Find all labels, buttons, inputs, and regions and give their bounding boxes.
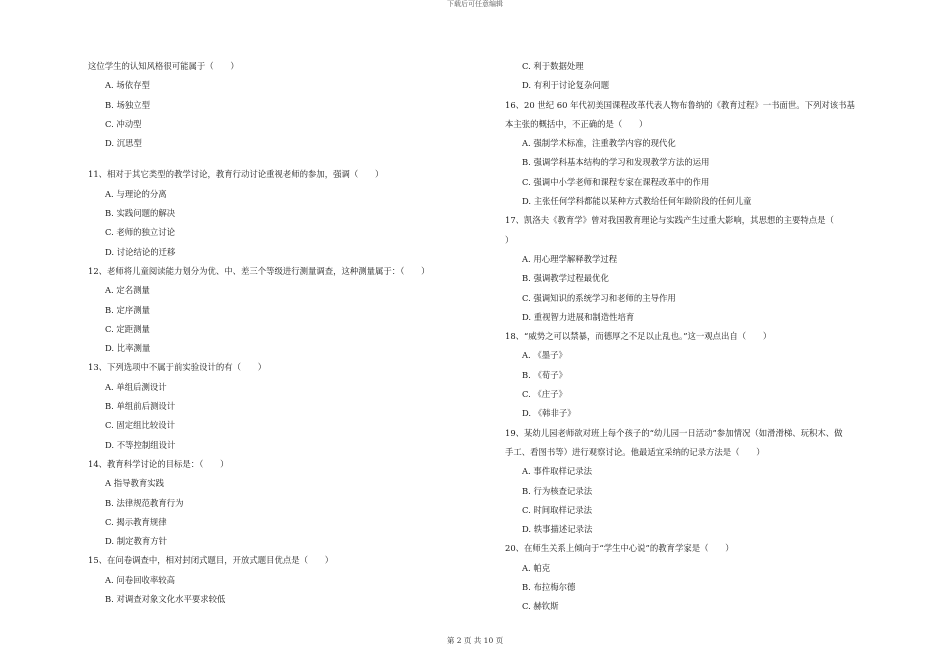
right-column xyxy=(505,57,905,617)
answer-option: D. 制定教育方针 xyxy=(105,536,167,547)
answer-option: A. 与理论的分离 xyxy=(105,188,167,199)
answer-option: A. 用心理学解释教学过程 xyxy=(522,253,618,264)
answer-option: C. 定距测量 xyxy=(105,323,150,334)
answer-option: C. 老师的独立讨论 xyxy=(105,227,176,238)
answer-option: A. 强制学术标准，注重教学内容的现代化 xyxy=(522,138,676,149)
question-text: 11、相对于其它类型的教学讨论，教育行动讨论重视老师的参加，强调（ ） xyxy=(88,169,384,180)
answer-option: A. 场依存型 xyxy=(105,80,150,91)
answer-option: A. 事件取样记录法 xyxy=(522,466,592,477)
answer-option: B. 布拉梅尔德 xyxy=(522,582,576,593)
answer-option: B. 场独立型 xyxy=(105,99,150,110)
question-text: 本主张的概括中，不正确的是（ ） xyxy=(505,118,648,129)
answer-option: B. 定序测量 xyxy=(105,304,150,315)
answer-option: C. 利于数据处理 xyxy=(522,61,584,71)
question-text: 20、在师生关系上倾向于“学生中心说”的教育学家是（ ） xyxy=(505,543,734,554)
question-text: 手工、看图书等）进行观察讨论。他最适宜采纳的记录方法是（ ） xyxy=(505,446,765,457)
question-text: 这位学生的认知风格很可能属于（ ） xyxy=(88,61,239,71)
answer-option: C. 冲动型 xyxy=(105,118,142,129)
answer-option: D. 讨论结论的迁移 xyxy=(105,246,176,257)
answer-option: B. 对调查对象文化水平要求较低 xyxy=(105,594,226,605)
question-text: 13、下列选项中不属于前实验设计的有（ ） xyxy=(88,362,267,373)
answer-option: A. 《墨子》 xyxy=(522,350,567,361)
answer-option: D. 有利于讨论复杂问题 xyxy=(522,80,610,91)
question-text: ） xyxy=(505,234,514,245)
question-text: 12、老师将儿童阅读能力划分为优、中、差三个等级进行测量调查，这种测量属于：（ ） xyxy=(88,265,430,276)
answer-option: D. 重视智力进展和制造性培育 xyxy=(522,311,635,322)
answer-option: D. 轶事描述记录法 xyxy=(522,524,593,535)
left-column xyxy=(88,57,488,609)
page-header: 下载后可任意编辑 xyxy=(447,0,503,8)
answer-option: C. 《庄子》 xyxy=(522,389,567,400)
answer-option: A. 帕克 xyxy=(522,562,551,573)
answer-option: B. 法律规范教育行为 xyxy=(105,497,184,508)
question-text: 19、某幼儿园老师欲对班上每个孩子的“幼儿园一日活动”参加情况（如滑滑梯、玩积木、做 xyxy=(505,427,843,438)
spacer xyxy=(88,153,488,165)
question-text: 15、在问卷调查中，相对封闭式题目，开放式题目优点是（ ） xyxy=(88,555,334,566)
answer-option: B. 强调教学过程最优化 xyxy=(522,273,609,284)
answer-option: B. 《荀子》 xyxy=(522,369,567,380)
answer-option: D. 不等控制组设计 xyxy=(105,439,176,450)
answer-option: D. 主张任何学科都能以某种方式教给任何年龄阶段的任何儿童 xyxy=(522,196,752,207)
answer-option: C. 时间取样记录法 xyxy=(522,504,593,515)
answer-option: D. 比率测量 xyxy=(105,343,151,354)
question-text: 16、20 世纪 60 年代初美国课程改革代表人物布鲁纳的《教育过程》一书面世。下列对该书基 xyxy=(505,99,855,110)
question-text: 17、凯洛夫《教育学》曾对我国教育理论与实践产生过重大影响，其思想的主要特点是（ xyxy=(505,215,834,226)
question-text: 18、“威势之可以禁暴，而德厚之不足以止乱也。”这一观点出自（ ） xyxy=(505,331,772,342)
answer-option: C. 强调知识的系统学习和老师的主导作用 xyxy=(522,292,676,303)
question-text: 14、教育科学讨论的目标是：（ ） xyxy=(88,458,229,469)
answer-option: B. 实践问题的解决 xyxy=(105,208,176,219)
answer-option: C. 揭示教育规律 xyxy=(105,516,167,527)
answer-option: A. 问卷回收率较高 xyxy=(105,574,175,585)
page-footer: 第 2 页 共 10 页 xyxy=(446,636,504,645)
answer-option: A. 定名测量 xyxy=(105,285,150,296)
answer-option: C. 赫钦斯 xyxy=(522,601,559,612)
answer-option: C. 强调中小学老师和课程专家在课程改革中的作用 xyxy=(522,176,710,187)
answer-option: D. 《韩非子》 xyxy=(522,408,576,419)
answer-option: D. 沉思型 xyxy=(105,138,142,149)
answer-option: A. 单组后测设计 xyxy=(105,381,167,392)
answer-option: A 指导教育实践 xyxy=(105,478,164,489)
answer-option: B. 行为核查记录法 xyxy=(522,485,593,496)
answer-option: B. 单组前后测设计 xyxy=(105,401,176,412)
answer-option: B. 强调学科基本结构的学习和发现教学方法的运用 xyxy=(522,157,710,168)
answer-option: C. 固定组比较设计 xyxy=(105,420,176,431)
